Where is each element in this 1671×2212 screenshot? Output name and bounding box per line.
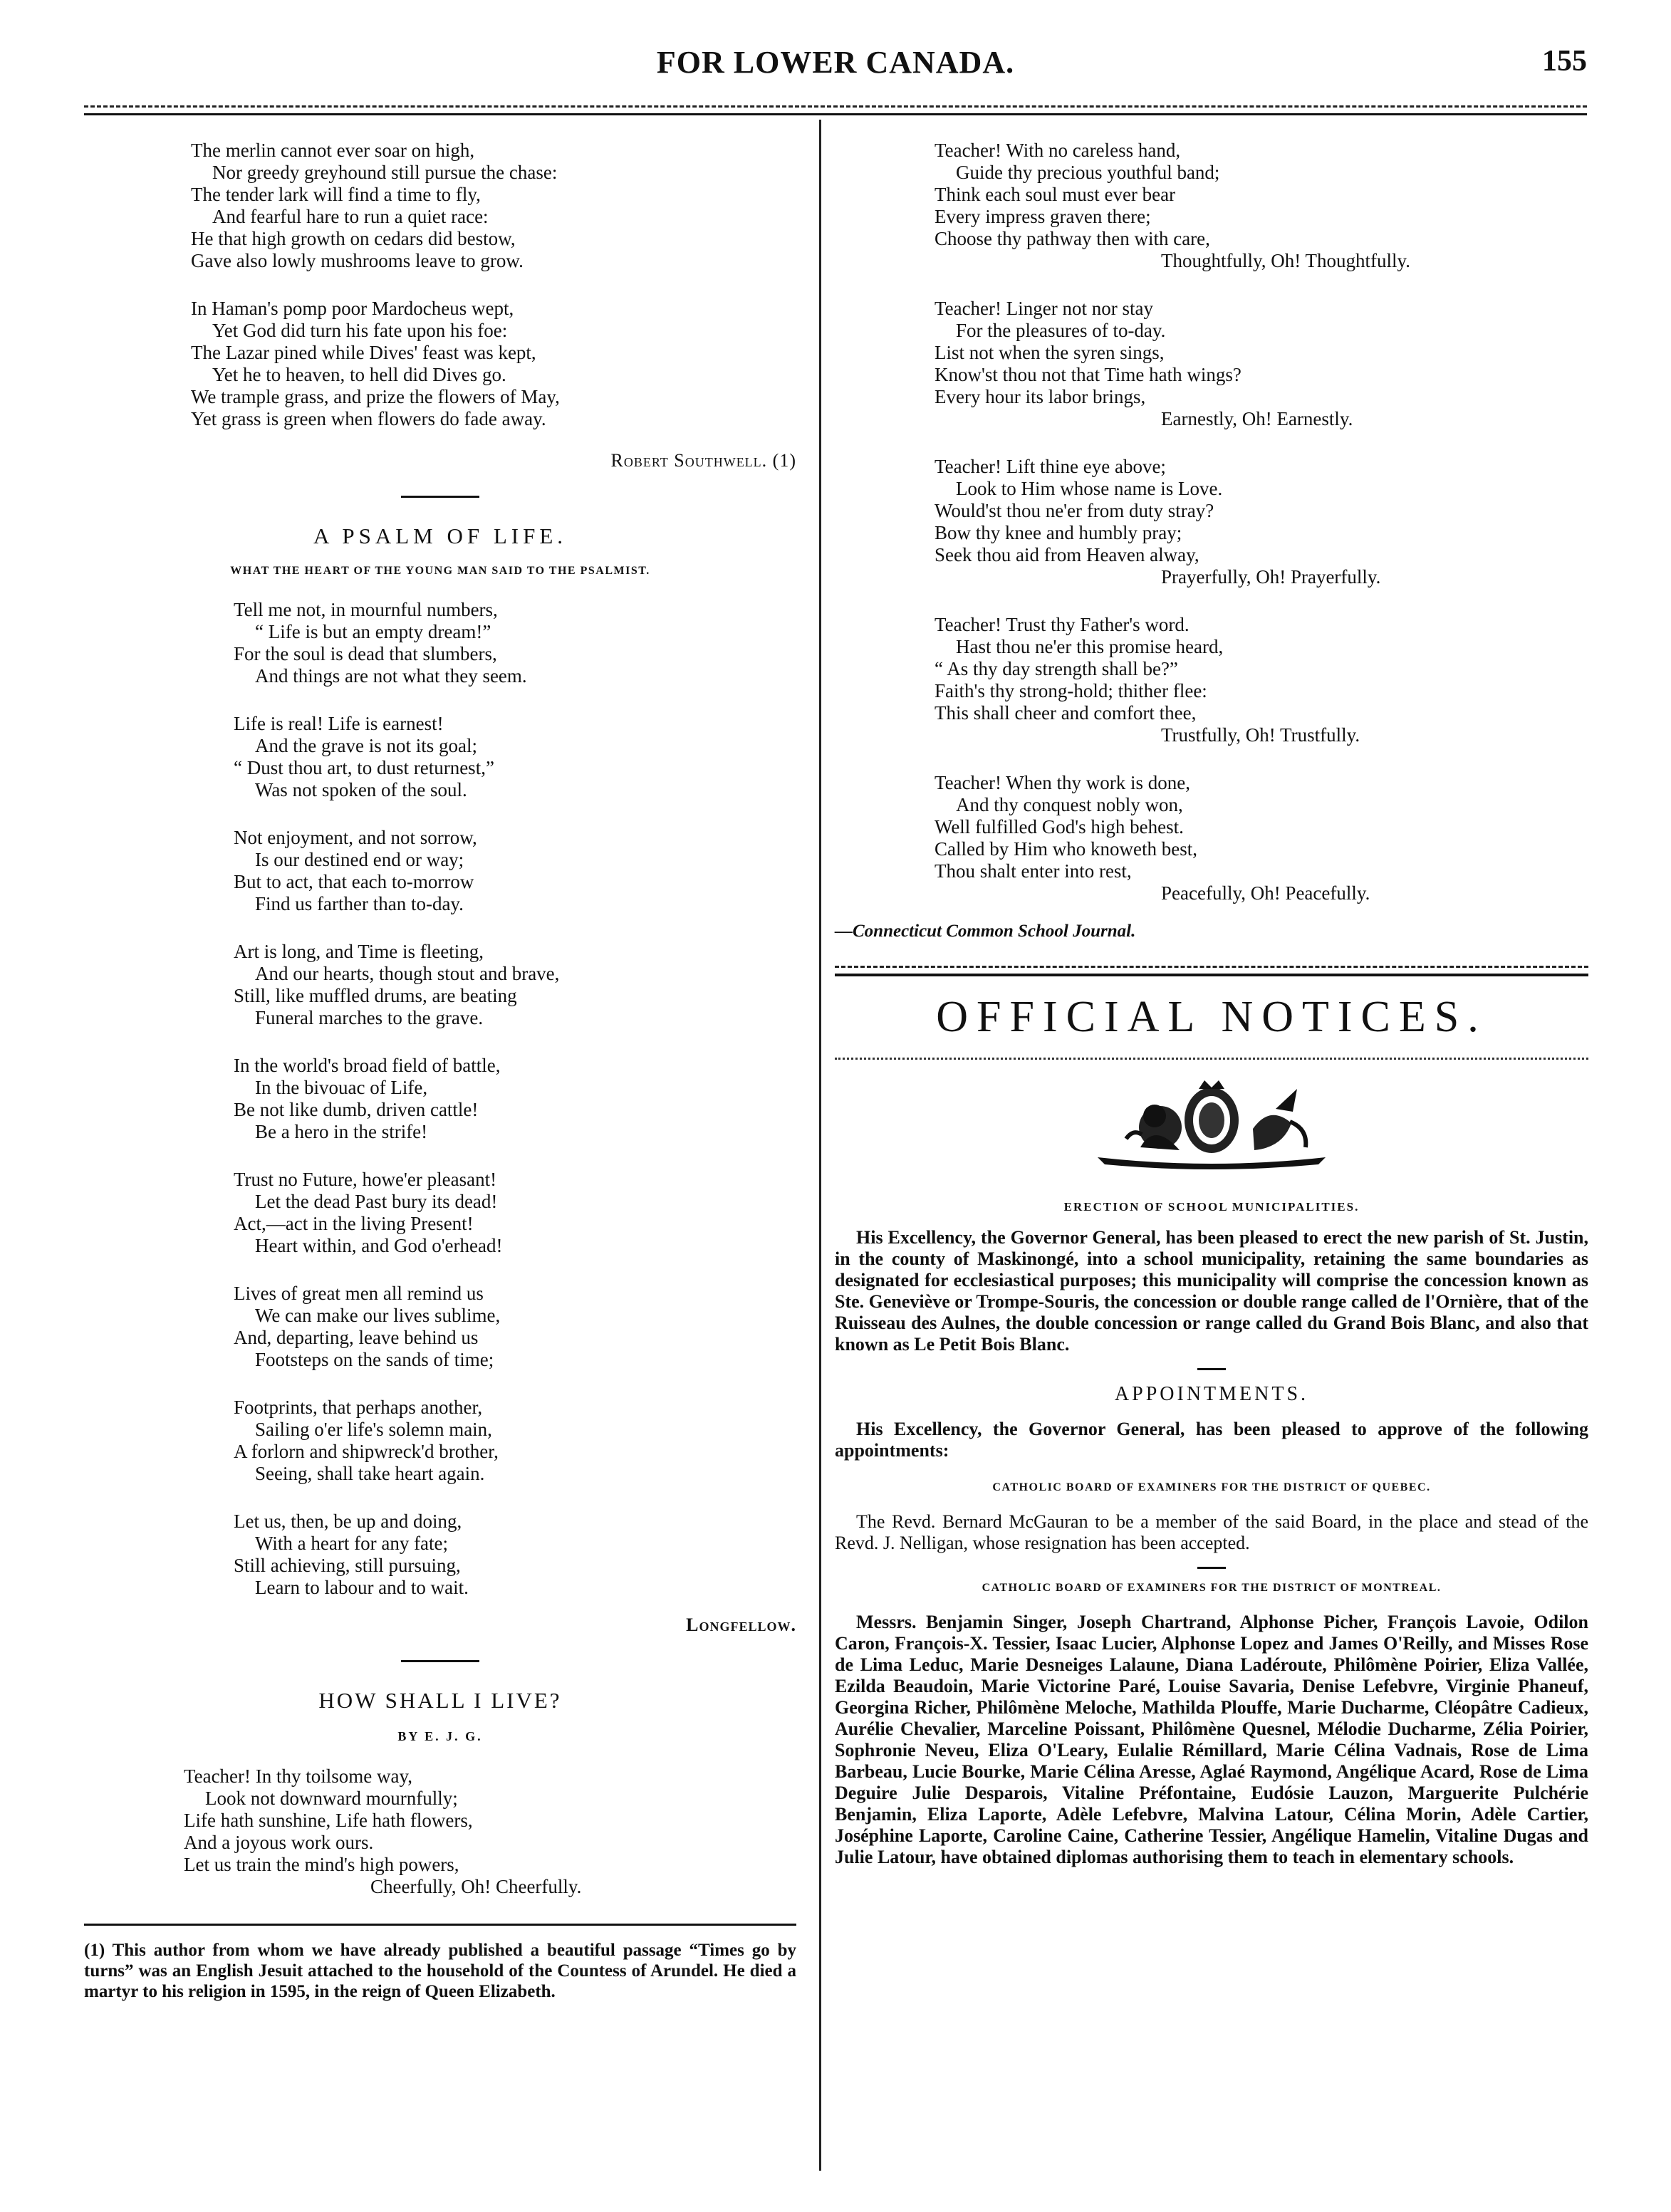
poem-line: With a heart for any fate; [255,1533,449,1554]
poem-line: Hast thou ne'er this promise heard, [956,636,1224,657]
poem-stanza [234,599,796,687]
poem-line: Seek thou aid from Heaven alway, [935,544,1199,565]
poem-line: And thy conquest nobly won, [956,794,1183,815]
poem-stanza [234,1283,796,1371]
poem-stanza [935,772,1588,904]
poem-line: Still, like muffled drums, are beating [234,985,517,1006]
poem-line: Trustfully, Oh! Trustfully. [1161,724,1360,746]
poem-line: Let us train the mind's high powers, [184,1854,459,1875]
poem-stanza [234,713,796,801]
poem-line: Be not like dumb, driven cattle! [234,1099,479,1120]
left-column [84,140,796,2002]
poem-line: Heart within, and God o'erhead! [255,1235,503,1256]
poem-line: Every hour its labor brings, [935,386,1146,407]
right-column [835,140,1588,1868]
poem-stanzas [234,599,796,1599]
poem-line: Teacher! Lift thine eye above; [935,456,1166,477]
poem-line: Thou shalt enter into rest, [935,860,1132,882]
poem-line: Teacher! In thy toilsome way, [184,1765,412,1787]
poem-stanzas [935,140,1588,904]
running-head [84,44,1587,94]
erection-text: His Excellency, the Governor General, has been pleased to erect the new parish of St. Justin, in the county of Maskinongé, into a school municipality, retaining the same boundaries as designated for ecclesiastical purposes; this municipality will comprise the concession known as Ste. Geneviève or Trompe-Souris, the concession or double range called de l'Ornière, that of the Ruisseau des Aulnes, the double concession or range called du Grand Bois Blanc, and also that known as Le Petit Bois Blanc. [835,1227,1588,1355]
official-notices-title: OFFICIAL NOTICES. [936,993,1487,1041]
poem-line: Look not downward mournfully; [205,1788,458,1809]
southwell-attribution: Robert Southwell. (1) [610,450,796,471]
poem-line: We trample grass, and prize the flowers of May, [191,386,560,407]
quebec-board-heading: CATHOLIC BOARD OF EXAMINERS FOR THE DISTRICT OF QUEBEC. [992,1481,1431,1493]
poem-line: And, departing, leave behind us [234,1327,479,1348]
montreal-board-text: Messrs. Benjamin Singer, Joseph Chartrand, Alphonse Picher, François Lavoie, Odilon Caron, François-X. Tessier, Isaac Lucier, Alphonse Lopez and James O'Reilly, and Misses Rose de Lima Leduc, Marie Desneiges Lalaune, Diana Ladéroute, Philômène Poirier, Eliza Vallée, Ezilda Beaudoin, Marie Victorine Paré, Louise Savaria, Denise Lefebvre, Virginie Phaneuf, Georgina Richer, Philômène Meloche, Mathilda Plouffe, Marie Ducharme, Cléopâtre Cadieux, Aurélie Chevalier, Marceline Poissant, Philômène Quesnel, Mélodie Ducharme, Zélia Poirier, Sophronie Neveu, Eliza O'Leary, Eulalie Rémillard, Marie Célina Vadnais, Rose de Lima Barbeau, Lucie Bourke, Marie Célina Aresse, Aglaé Raymond, Angélique Acard, Rose de Lima Deguire Julie Desparois, Vitaline Préfontaine, Eudósie Lauzon, Marguerite Pulchérie Benjamin, Eliza Laporte, Adèle Lefebvre, Malvina Latour, Célina Morin, Adèle Cartier, Joséphine Laporte, Caroline Caine, Catherine Tessier, Angélique Hamelin, Vitaline Dugas and Julie Latour, have obtained diplomas authorising them to teach in elementary schools. [835,1612,1588,1867]
poem-line: And fearful hare to run a quiet race: [212,206,489,227]
poem-line: Well fulfilled God's high behest. [935,816,1184,838]
section-divider [401,1660,479,1662]
poem-line: Seeing, shall take heart again. [255,1463,485,1484]
poem-line: Yet grass is green when flowers do fade away. [191,408,546,429]
page-number: 155 [1542,45,1587,78]
poem-line: Guide thy precious youthful band; [956,162,1220,183]
poem-line: Prayerfully, Oh! Prayerfully. [1161,566,1381,588]
poem-line: Act,—act in the living Present! [234,1213,474,1234]
footnote-rule [84,1924,796,1926]
poem-line: Cheerfully, Oh! Cheerfully. [370,1876,582,1897]
poem-line: This shall cheer and comfort thee, [935,702,1197,724]
poem-line: Look to Him whose name is Love. [956,478,1223,499]
poem-line: A forlorn and shipwreck'd brother, [234,1441,499,1462]
poem-line: Let us, then, be up and doing, [234,1511,462,1532]
poem-line: The merlin cannot ever soar on high, [191,140,475,161]
poem-line: But to act, that each to-morrow [234,871,474,892]
poem-line: Nor greedy greyhound still pursue the chase: [212,162,558,183]
poem-line: Think each soul must ever bear [935,184,1176,205]
poem-line: And things are not what they seem. [255,665,527,687]
poem-line: And a joyous work ours. [184,1832,374,1853]
poem-line: Thoughtfully, Oh! Thoughtfully. [1161,250,1410,271]
poem-line: Tell me not, in mournful numbers, [234,599,498,620]
poem-stanza [191,140,796,272]
southwell-poem [84,140,796,430]
section-divider [401,496,479,498]
poem-line: Called by Him who knoweth best, [935,838,1197,860]
poem-stanzas [184,1765,796,1898]
poem-stanza [935,456,1588,588]
page-header-title: FOR LOWER CANADA. [656,45,1015,80]
longfellow-attribution: Longfellow. [686,1614,796,1635]
poem-line: Bow thy knee and humbly pray; [935,522,1182,543]
psalm-subtitle: WHAT THE HEART OF THE YOUNG MAN SAID TO THE PSALMIST. [230,565,650,577]
poem-line: For the pleasures of to-day. [956,320,1166,341]
poem-line: Footprints, that perhaps another, [234,1397,483,1418]
header-rule [84,105,1587,115]
poem-line: And our hearts, though stout and brave, [255,963,560,984]
poem-line: Let the dead Past bury its dead! [255,1191,498,1212]
poem-line: List not when the syren sings, [935,342,1165,363]
poem-line: “ Life is but an empty dream!” [255,621,491,642]
live-byline: BY E. J. G. [397,1729,483,1743]
psalm-title: A PSALM OF LIFE. [313,523,568,548]
column-divider [819,120,821,2171]
poem-stanza [234,1511,796,1599]
poem-line: Teacher! Trust thy Father's word. [935,614,1190,635]
quebec-board-text: The Revd. Bernard McGauran to be a member of the said Board, in the place and stead of the Revd. J. Nelligan, whose resignation has been accepted. [835,1511,1588,1553]
poem-stanza [234,827,796,915]
poem-line: Footsteps on the sands of time; [255,1349,494,1370]
footnote: (1) This author from whom we have already published a beautiful passage “Times go by turns” was an English Jesuit attached to the household of the Countess of Arundel. He died a martyr to his religion in 1595, in the reign of Queen Elizabeth. [84,1941,796,2001]
poem-stanza [935,140,1588,272]
poem-line: Yet he to heaven, to hell did Dives go. [212,364,506,385]
royal-arms-crest-icon [1083,1079,1340,1172]
poem-line: Teacher! When thy work is done, [935,772,1190,793]
poem-line: Was not spoken of the soul. [255,779,467,800]
poem-stanza [234,1169,796,1257]
poem-source: —Connecticut Common School Journal. [835,922,1136,941]
notices-top-rule [835,966,1588,976]
poem-line: He that high growth on cedars did bestow, [191,228,516,249]
poem-line: Know'st thou not that Time hath wings? [935,364,1241,385]
poem-line: Teacher! With no careless hand, [935,140,1181,161]
poem-stanza [234,1055,796,1143]
poem-stanza [191,298,796,430]
poem-line: Faith's thy strong-hold; thither flee: [935,680,1207,701]
poem-line: Sailing o'er life's solemn main, [255,1419,492,1440]
poem-line: Earnestly, Oh! Earnestly. [1161,408,1353,429]
poem-line: Find us farther than to-day. [255,893,464,914]
poem-line: Life is real! Life is earnest! [234,713,444,734]
poem-line: “ Dust thou art, to dust returnest,” [234,757,494,778]
poem-line: Lives of great men all remind us [234,1283,484,1304]
montreal-board-heading: CATHOLIC BOARD OF EXAMINERS FOR THE DISTRICT OF MONTREAL. [982,1582,1442,1594]
poem-stanzas [191,140,796,430]
psalm-of-life-poem [84,599,796,1599]
poem-line: For the soul is dead that slumbers, [234,643,497,664]
poem-line: Not enjoyment, and not sorrow, [234,827,477,848]
section-divider [1197,1368,1226,1370]
poem-line: Learn to labour and to wait. [255,1577,469,1598]
poem-line: Funeral marches to the grave. [255,1007,484,1028]
poem-line: Every impress graven there; [935,206,1151,227]
poem-line: We can make our lives sublime, [255,1305,501,1326]
appointments-title: APPOINTMENTS. [1114,1383,1309,1405]
poem-line: In Haman's pomp poor Mardocheus wept, [191,298,514,319]
poem-line: Would'st thou ne'er from duty stray? [935,500,1214,521]
live-title: HOW SHALL I LIVE? [318,1688,562,1713]
poem-line: Gave also lowly mushrooms leave to grow. [191,250,524,271]
how-shall-i-live-poem [84,1765,796,1898]
poem-stanza [234,1397,796,1485]
poem-line: And the grave is not its goal; [255,735,477,756]
appointments-intro: His Excellency, the Governor General, has been pleased to approve of the following appointments: [835,1419,1588,1461]
erection-heading: ERECTION OF SCHOOL MUNICIPALITIES. [1063,1200,1360,1214]
how-shall-i-live-continued [835,140,1588,904]
poem-line: Still achieving, still pursuing, [234,1555,461,1576]
poem-line: Teacher! Linger not nor stay [935,298,1153,319]
poem-stanza [184,1765,796,1898]
poem-line: Art is long, and Time is fleeting, [234,941,484,962]
poem-line: In the world's broad field of battle, [234,1055,501,1076]
poem-stanza [234,941,796,1029]
poem-line: In the bivouac of Life, [255,1077,428,1098]
poem-line: Peacefully, Oh! Peacefully. [1161,882,1370,904]
poem-line: Life hath sunshine, Life hath flowers, [184,1810,473,1831]
poem-line: The Lazar pined while Dives' feast was kept, [191,342,536,363]
poem-stanza [935,614,1588,746]
section-divider [1197,1567,1226,1569]
poem-line: Trust no Future, howe'er pleasant! [234,1169,497,1190]
poem-line: Yet God did turn his fate upon his foe: [212,320,508,341]
poem-line: Be a hero in the strife! [255,1121,428,1142]
poem-line: Choose thy pathway then with care, [935,228,1210,249]
poem-line: Is our destined end or way; [255,849,464,870]
poem-stanza [935,298,1588,430]
notices-bottom-rule [835,1058,1588,1062]
poem-line: The tender lark will find a time to fly, [191,184,481,205]
poem-line: “ As thy day strength shall be?” [935,658,1178,679]
